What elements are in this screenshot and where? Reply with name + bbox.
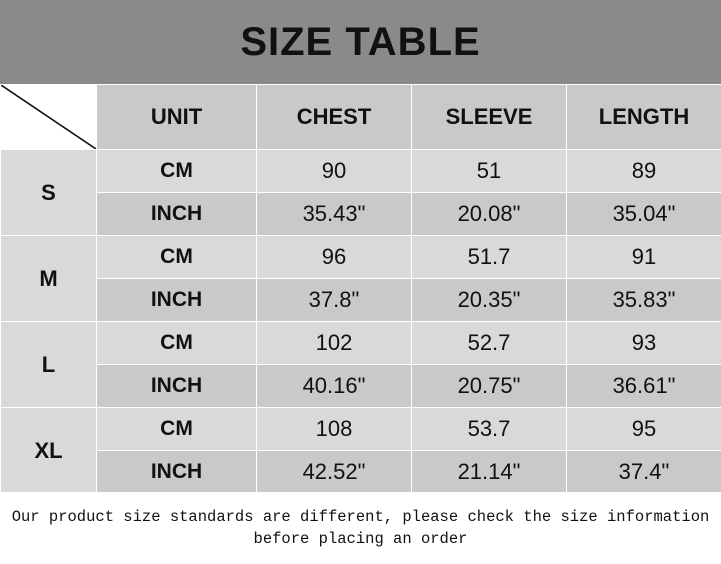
sleeve-inch-l: 20.75" — [412, 365, 567, 408]
unit-inch: INCH — [97, 279, 257, 322]
size-label-m: M — [1, 236, 97, 322]
page-title: SIZE TABLE — [240, 19, 481, 64]
size-label-xl: XL — [1, 408, 97, 494]
table-row — [1, 150, 721, 193]
unit-cm: CM — [97, 150, 257, 193]
chest-cm-xl: 108 — [257, 408, 412, 451]
length-cm-m: 91 — [567, 236, 721, 279]
size-chart-table — [0, 84, 721, 494]
sleeve-inch-s: 20.08" — [412, 193, 567, 236]
table-row — [1, 236, 721, 279]
chest-cm-l: 102 — [257, 322, 412, 365]
length-inch-xl: 37.4" — [567, 451, 721, 494]
chest-inch-s: 35.43" — [257, 193, 412, 236]
sleeve-cm-m: 51.7 — [412, 236, 567, 279]
sleeve-cm-s: 51 — [412, 150, 567, 193]
chest-inch-l: 40.16" — [257, 365, 412, 408]
sleeve-cm-xl: 53.7 — [412, 408, 567, 451]
footer-note-line-1: Our product size standards are different, please check the size information — [11, 507, 710, 526]
sleeve-inch-xl: 21.14" — [412, 451, 567, 494]
length-inch-s: 35.04" — [567, 193, 721, 236]
diagonal-line-icon — [1, 85, 96, 149]
chest-inch-m: 37.8" — [257, 279, 412, 322]
chest-cm-s: 90 — [257, 150, 412, 193]
table-row — [1, 451, 721, 494]
column-header-length: LENGTH — [567, 85, 721, 150]
length-cm-s: 89 — [567, 150, 721, 193]
table-row — [1, 279, 721, 322]
chest-inch-xl: 42.52" — [257, 451, 412, 494]
table-row — [1, 322, 721, 365]
table-row — [1, 193, 721, 236]
sleeve-cm-l: 52.7 — [412, 322, 567, 365]
unit-inch: INCH — [97, 193, 257, 236]
table-row — [1, 365, 721, 408]
unit-cm: CM — [97, 408, 257, 451]
unit-inch: INCH — [97, 451, 257, 494]
corner-cell — [1, 85, 97, 150]
length-cm-xl: 95 — [567, 408, 721, 451]
column-header-chest: CHEST — [257, 85, 412, 150]
footer-note — [0, 492, 721, 564]
column-header-sleeve: SLEEVE — [412, 85, 567, 150]
length-cm-l: 93 — [567, 322, 721, 365]
chest-cm-m: 96 — [257, 236, 412, 279]
footer-note-line-2: before placing an order — [253, 530, 468, 548]
sleeve-inch-m: 20.35" — [412, 279, 567, 322]
column-header-unit: UNIT — [97, 85, 257, 150]
title-bar — [0, 0, 721, 84]
table-header-row — [1, 85, 721, 150]
size-label-s: S — [1, 150, 97, 236]
length-inch-l: 36.61" — [567, 365, 721, 408]
table-row — [1, 408, 721, 451]
unit-inch: INCH — [97, 365, 257, 408]
size-label-l: L — [1, 322, 97, 408]
unit-cm: CM — [97, 236, 257, 279]
length-inch-m: 35.83" — [567, 279, 721, 322]
unit-cm: CM — [97, 322, 257, 365]
